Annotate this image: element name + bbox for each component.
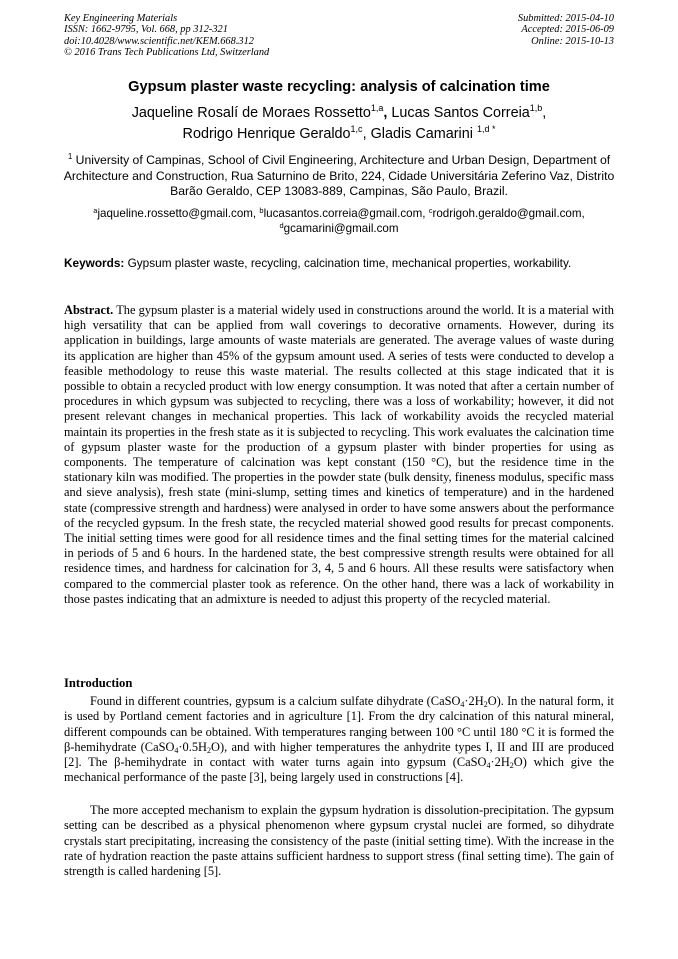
copyright: © 2016 Trans Tech Publications Ltd, Switzerland — [64, 47, 270, 59]
issn: ISSN: 1662-9795, Vol. 668, pp 312-321 — [64, 24, 228, 36]
abstract-text: The gypsum plaster is a material widely used in constructions around the world. It is a material with high versatility that can be applied from wall coverings to decorative ornaments. However, during its application in buildings, large amounts of waste materials are generated. The average values of waste during its application are higher than 45% of the gypsum amount used. A series of tests were conducted to develop a feasible methodology to reuse this waste material. The results collected at this stage indicated that it is possible to obtain a recycled product with low energy consumption. It was noted that after a certain number of procedures in which gypsum was subjected to recycling, there was a loss of workability; however, it did not present relevant changes in mechanical properties. This lack of workability avoids the recycled material maintain its properties in the fresh state as it is subjected to recycling. This work evaluates the calcination time of gypsum plaster waste for the production of a gypsum plaster with binder properties for using as components. The temperature of calcination was kept constant (150 °C), but the residence time in the stationary kiln was modified. The properties in the powder state (bulk density, fineness modulus, specific mass and sieve analysis), fresh state (mini-slump, setting times and kinetics of temperature) and in the hardened state (compressive strength and hardness) were analysed in order to have some answers about the performance of the recycled gypsum. In the fresh state, the recycled material showed good results for precast components. The initial setting times were good for all residence times and the final setting times for the material calcined in periods of 5 and 6 hours. In the hardened state, the best compressive strength results were obtained for all residence times, and hardness for calcination for 3, 4, 5 and 6 hours. All these results were satisfactory when compared to the commercial plaster took as reference. On the other hand, there was a lack of workability in those pastes indicating that an admixture is needed to adjust this property of the recycled material. — [64, 303, 614, 606]
journal-name: Key Engineering Materials — [64, 13, 178, 24]
submitted-date: Submitted: 2015-04-10 — [517, 13, 614, 24]
email-sup: d — [279, 221, 284, 230]
intro-paragraph-2: The more accepted mechanism to explain the gypsum hydration is dissolution-precipitation. The gypsum setting can be described as a physical phenomenon where gypsum crystal nuclei are formed, so dihydrate crystals start precipitating, increasing the consistency of the paste (initial setting time). With the increase in the rate of hydration reaction the paste attains sufficient hardness to support stress (final setting time). The gain of strength is called hardening [5]. — [64, 803, 614, 879]
journal-header — [64, 13, 364, 59]
email-sup: a — [93, 206, 98, 215]
author-name: Lucas Santos Correia — [391, 105, 530, 121]
author-affil-sup: 1,c — [350, 124, 363, 134]
author-affil-sup: 1,a — [370, 103, 384, 113]
affiliation-text: University of Campinas, School of Civil Engineering, Architecture and Urban Design, Department of Architecture and Construction, Rua Saturnino de Brito, 224, Cidade Universitária Zeferino Vaz, Distrito Barão Geraldo, CEP 13083-889, Campinas, São Paulo, Brazil. — [63, 153, 615, 198]
author-affil-sup: 1,d * — [476, 124, 496, 134]
email-list — [60, 206, 618, 236]
dates-header — [414, 13, 614, 47]
online-date: Online: 2015-10-13 — [531, 35, 614, 47]
section-heading: Introduction — [64, 676, 133, 690]
keywords-text: Gypsum plaster waste, recycling, calcination time, mechanical properties, workability. — [127, 256, 572, 270]
email-link[interactable]: rodrigoh.geraldo@gmail.com, — [432, 207, 585, 220]
accepted-date: Accepted: 2015-06-09 — [521, 24, 614, 36]
email-link[interactable]: jaqueline.rossetto@gmail.com, — [97, 207, 257, 220]
author-name: Jaqueline Rosalí de Moraes Rossetto — [131, 105, 371, 121]
paper-title: Gypsum plaster waste recycling: analysis of calcination time — [128, 79, 550, 95]
email-link[interactable]: lucasantos.correia@gmail.com, — [263, 207, 426, 220]
author-name: Gladis Camarini — [370, 126, 473, 142]
author-name: Rodrigo Henrique Geraldo — [182, 126, 351, 142]
affiliation-sup: 1 — [67, 152, 73, 161]
abstract-label: Abstract. — [64, 303, 114, 317]
keywords — [64, 256, 616, 271]
email-sup: c — [428, 206, 433, 215]
author-list: Jaqueline Rosalí de Moraes Rossetto$^{1,a}$, Lucas Santos Correia$^{1,b}$, Rodrigo Henrique Geraldo$^{1,c}$, Gladis Camarini $^{1,d *}$ — [131, 103, 547, 142]
intro-paragraph-1: Found in different countries, gypsum is a calcium sulfate dihydrate $(CaSO_4\cdot 2H_2O)$. In the natural form, it is used by Portland cement factories and in agriculture [1]. From the dry calcination of this natural mineral, different compounds can be obtained. With temperatures ranging between 100 °C until 180 °C it is formed the β-hemihydrate $(CaSO_4\cdot 0.5H_2O)$, and with higher temperatures the anhydrite types I, II and III are produced [2]. The β-hemihydrate in contact with water turns again into gypsum $(CaSO_4\cdot 2H_2O)$ which give the mechanical performance of the paste [3], being largely used in constructions [4]. — [64, 694, 615, 785]
keywords-label: Keywords: — [64, 256, 125, 270]
affiliation — [60, 153, 618, 200]
doi: doi:10.4028/www.scientific.net/KEM.668.312 — [64, 35, 254, 47]
author-affil-sup: 1,b — [529, 103, 543, 113]
email-sup: b — [259, 206, 264, 215]
abstract — [64, 303, 614, 607]
email-link[interactable]: gcamarini@gmail.com — [283, 222, 399, 235]
